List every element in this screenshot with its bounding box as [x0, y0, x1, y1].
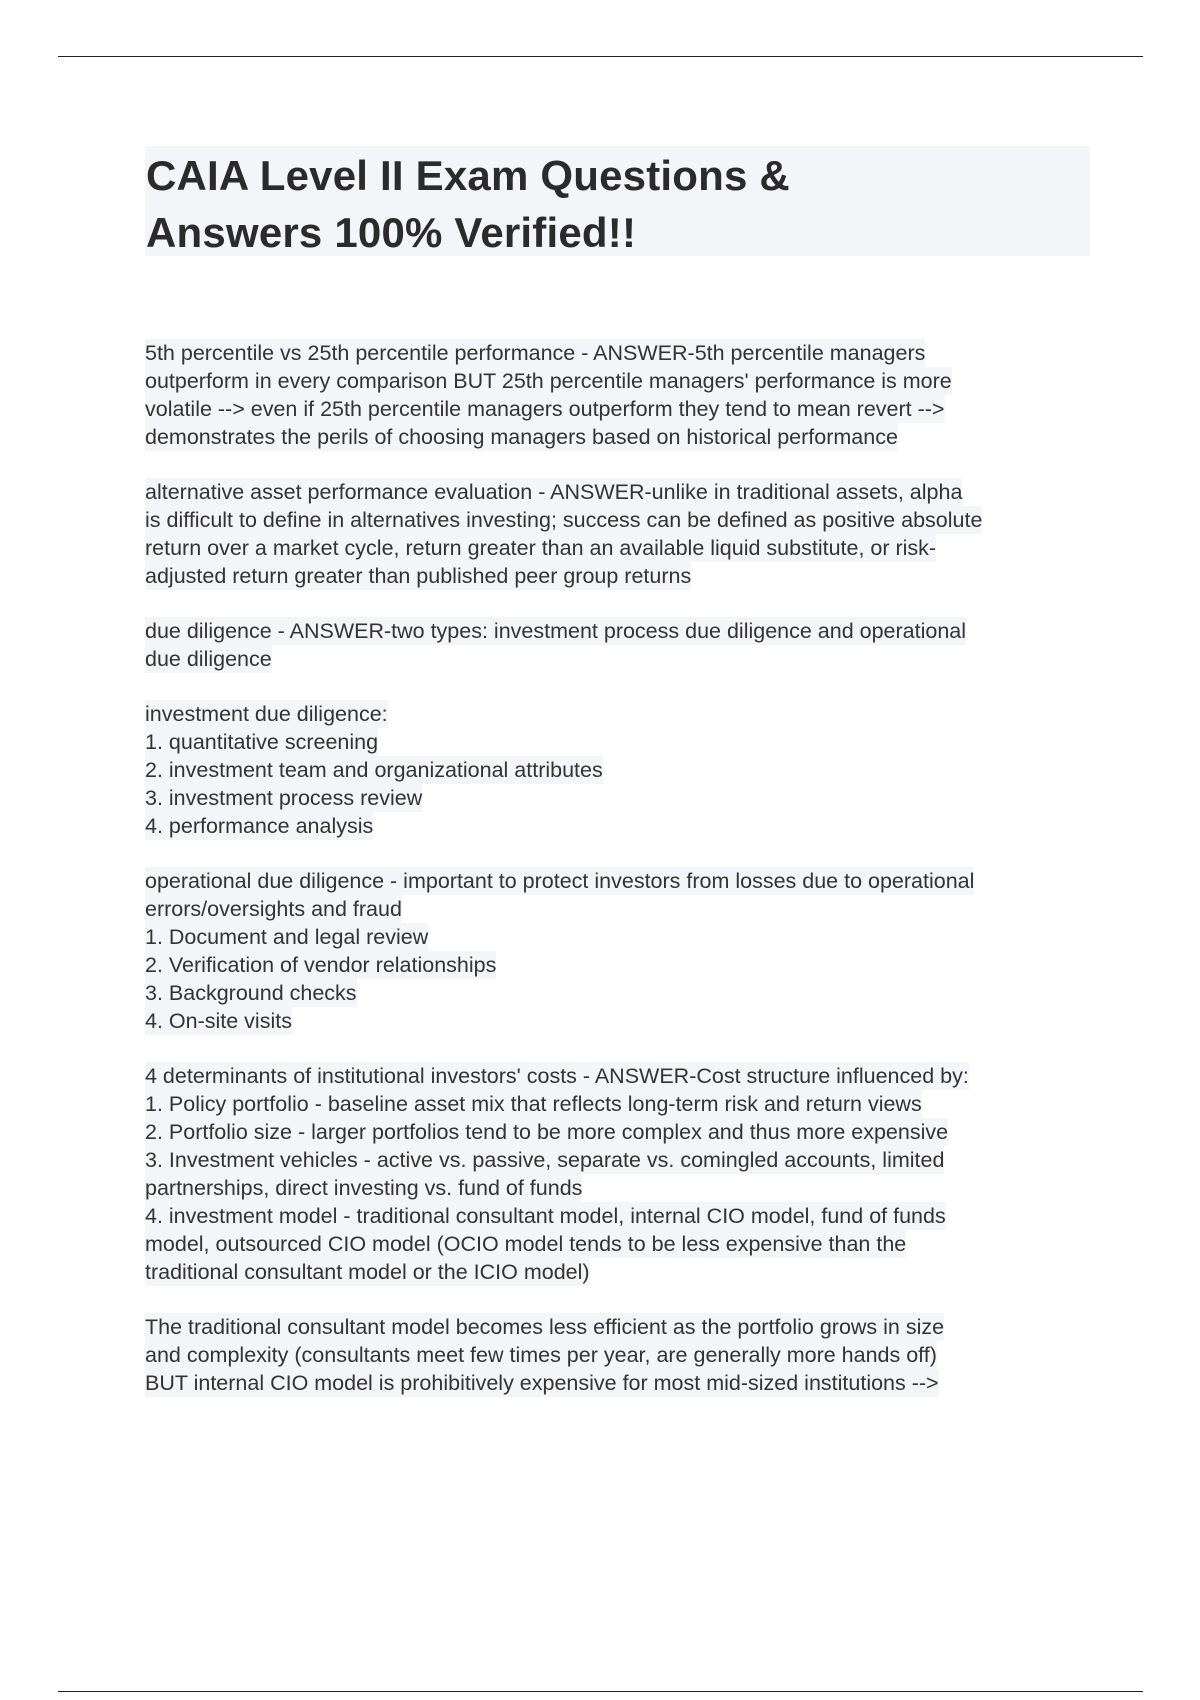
text-line: 4. investment model - traditional consultant model, internal CIO model, fund of funds — [145, 1204, 946, 1228]
text-line: operational due diligence - important to protect investors from losses due to operational — [145, 869, 975, 893]
text-line: model, outsourced CIO model (OCIO model tends to be less expensive than the — [145, 1232, 907, 1256]
text-line: 2. investment team and organizational attributes — [145, 758, 603, 782]
top-rule — [58, 56, 1143, 57]
page-title — [146, 147, 1076, 261]
text-line: traditional consultant model or the ICIO model) — [145, 1260, 590, 1284]
qa-block — [145, 339, 1090, 451]
text-line: 5th percentile vs 25th percentile performance - ANSWER-5th percentile managers — [145, 341, 926, 365]
text-line: errors/oversights and fraud — [145, 897, 402, 921]
qa-block — [145, 478, 1090, 590]
text-line: due diligence — [145, 647, 272, 671]
text-line: 3. Investment vehicles - active vs. passive, separate vs. comingled accounts, limited — [145, 1148, 945, 1172]
text-line: 1. quantitative screening — [145, 730, 379, 754]
text-line: 3. investment process review — [145, 786, 423, 810]
text-line: 4 determinants of institutional investors' costs - ANSWER-Cost structure influenced by: — [145, 1064, 969, 1088]
text-line: 2. Verification of vendor relationships — [145, 953, 497, 977]
qa-block — [145, 617, 1090, 673]
text-line: The traditional consultant model becomes less efficient as the portfolio grows in size — [145, 1315, 945, 1339]
qa-block — [145, 867, 1090, 1035]
text-line: adjusted return greater than published peer group returns — [145, 564, 692, 588]
qa-block — [145, 1062, 1090, 1286]
text-line: return over a market cycle, return greater than an available liquid substitute, or risk- — [145, 536, 937, 560]
text-line: 2. Portfolio size - larger portfolios tend to be more complex and thus more expensive — [145, 1120, 949, 1144]
document-body — [145, 339, 1090, 1424]
text-line: 1. Policy portfolio - baseline asset mix that reflects long-term risk and return views — [145, 1092, 922, 1116]
text-line: alternative asset performance evaluation - ANSWER-unlike in traditional assets, alpha — [145, 480, 963, 504]
text-line: outperform in every comparison BUT 25th percentile managers' performance is more — [145, 369, 952, 393]
page-title-line: Answers 100% Verified!! — [146, 209, 637, 256]
text-line: is difficult to define in alternatives investing; success can be defined as positive absolute — [145, 508, 983, 532]
text-line: 1. Document and legal review — [145, 925, 429, 949]
text-line: investment due diligence: — [145, 702, 388, 726]
text-line: 4. On-site visits — [145, 1009, 292, 1033]
page-title-line: CAIA Level II Exam Questions & — [146, 152, 790, 199]
text-line: 4. performance analysis — [145, 814, 374, 838]
text-line: BUT internal CIO model is prohibitively expensive for most mid-sized institutions --> — [145, 1371, 939, 1395]
text-line: volatile --> even if 25th percentile managers outperform they tend to mean revert --> — [145, 397, 945, 421]
qa-block — [145, 700, 1090, 840]
bottom-rule — [58, 1691, 1143, 1692]
text-line: due diligence - ANSWER-two types: investment process due diligence and operational — [145, 619, 967, 643]
qa-block — [145, 1313, 1090, 1397]
text-line: demonstrates the perils of choosing managers based on historical performance — [145, 425, 898, 449]
text-line: and complexity (consultants meet few times per year, are generally more hands off) — [145, 1343, 937, 1367]
text-line: partnerships, direct investing vs. fund of funds — [145, 1176, 583, 1200]
text-line: 3. Background checks — [145, 981, 357, 1005]
